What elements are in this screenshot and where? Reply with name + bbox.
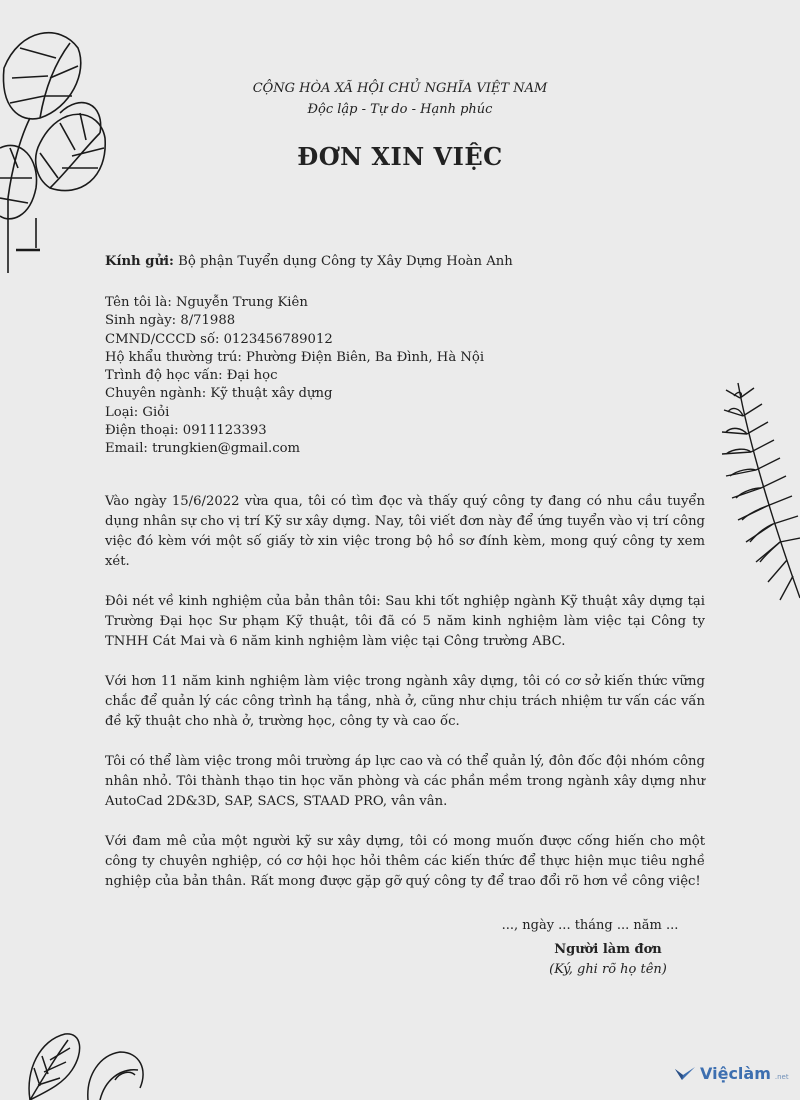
recipient-value: Bộ phận Tuyển dụng Công ty Xây Dựng Hoàn Anh [173, 254, 513, 269]
recipient-line [105, 254, 705, 269]
fern-leaf-decoration [718, 378, 800, 608]
info-education: Trình độ học vấn: Đại học [105, 368, 278, 384]
info-birthdate: Sinh ngày: 8/71988 [105, 313, 236, 329]
brand-logo [674, 1064, 789, 1083]
info-email: Email: trungkien@gmail.com [105, 441, 301, 457]
brand-suffix: .net [774, 1072, 789, 1081]
recipient-label: Kính gửi: [105, 254, 174, 269]
signature-note: (Ký, ghi rõ họ tên) [549, 962, 667, 977]
paragraph-intro: Vào ngày 15/6/2022 vừa qua, tôi có tìm đọc và thấy quý công ty đang có nhu cầu tuyển dụng nhân sự cho vị trí Kỹ sư xây dựng. Nay, tôi viết đơn này để ứng tuyển vào vị trí công việc đó kèm với một số giấy tờ xin việc trong bộ hồ sơ đính kèm, mong quý công ty xem xét. [105, 494, 705, 569]
paragraph-experience: Đôi nét về kinh nghiệm của bản thân tôi: Sau khi tốt nghiệp ngành Kỹ thuật xây dựng tại Trường Đại học Sư phạm Kỹ thuật, tôi đã có 5 năm kinh nghiệm làm việc tại Công ty TNHH Cát Mai và 6 năm kinh nghiệm làm việc tại Công trường ABC. [105, 594, 705, 649]
letter-body [105, 492, 705, 912]
signature-date: ..., ngày ... tháng ... năm ... [501, 918, 679, 933]
info-major: Chuyên ngành: Kỹ thuật xây dựng [105, 386, 333, 402]
signature-signer: Người làm đơn [554, 942, 662, 957]
info-id-number: CMND/CCCD số: 0123456789012 [105, 331, 333, 347]
paragraph-skills: Tôi có thể làm việc trong môi trường áp lực cao và có thể quản lý, đôn đốc đội nhóm công nhân nhỏ. Tôi thành thạo tin học văn phòng và các phần mềm trong ngành xây dựng như AutoCad 2D&3D, SAP, SACS, STAAD PRO, vân vân. [105, 754, 705, 809]
national-motto: Độc lập - Tự do - Hạnh phúc [307, 102, 493, 117]
paragraph-closing: Với đam mê của một người kỹ sư xây dựng, tôi có mong muốn được cống hiến cho một công ty chuyên nghiệp, có cơ hội học hỏi thêm các kiến thức để thực hiện mục tiêu nghề nghiệp của bản thân. Rất mong được gặp gỡ quý công ty để trao đổi rõ hơn về công việc! [105, 834, 705, 889]
document-title: ĐƠN XIN VIỆC [297, 142, 503, 171]
info-phone: Điện thoại: 0911123393 [105, 423, 267, 439]
personal-info [105, 294, 705, 459]
paragraph-expertise: Với hơn 11 năm kinh nghiệm làm việc trong ngành xây dựng, tôi có cơ sở kiến thức vững chắc để quản lý các công trình hạ tầng, nhà ở, cũng như chịu trách nhiệm tư vấn các vấn đề kỹ thuật cho nhà ở, trường học, công ty và cao ốc. [105, 674, 705, 729]
brand-name: Việclàm [700, 1064, 771, 1083]
nation-name: CỘNG HÒA XÃ HỘI CHỦ NGHĨA VIỆT NAM [252, 81, 548, 96]
leaf-decoration-bottom [20, 1030, 160, 1100]
document-header [0, 78, 800, 120]
info-grade: Loại: Giỏi [105, 404, 170, 420]
info-name: Tên tôi là: Nguyễn Trung Kiên [105, 295, 308, 310]
info-residence: Hộ khẩu thường trú: Phường Điện Biên, Ba Đình, Hà Nội [105, 349, 485, 365]
checkmark-logo-icon [674, 1066, 696, 1082]
